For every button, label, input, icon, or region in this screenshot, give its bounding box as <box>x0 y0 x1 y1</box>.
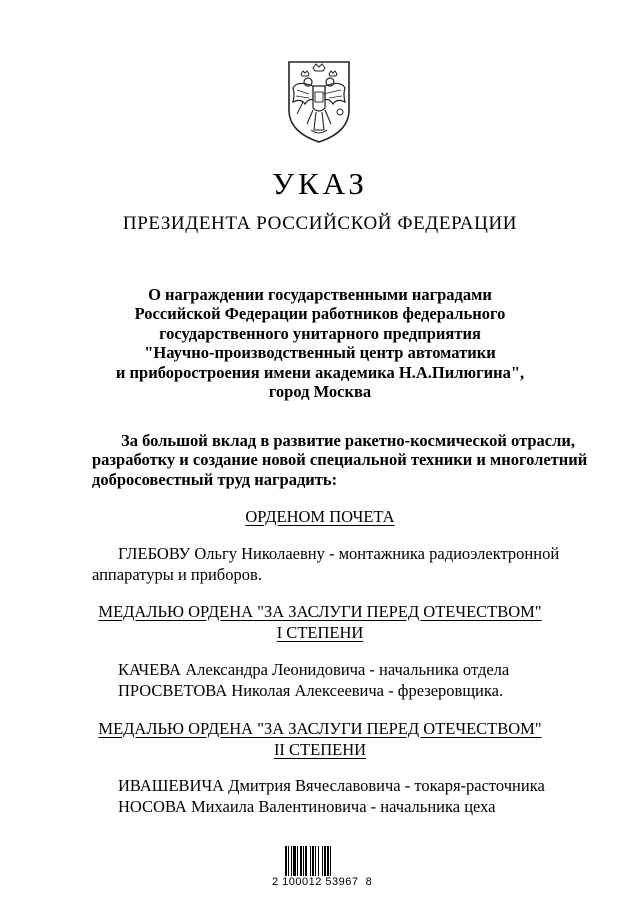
decree-preamble <box>92 431 588 489</box>
barcode-number: 2 100012 53967 8 <box>272 876 373 888</box>
recipient-line: ПРОСВЕТОВА Николая Алексеевича - фрезеровщика. <box>118 680 504 700</box>
award-title-line: ОРДЕНОМ ПОЧЕТА <box>245 507 395 526</box>
recipients-medal-2nd-degree <box>92 776 572 817</box>
heading-line: государственного унитарного предприятия <box>159 323 481 343</box>
award-title-order-of-honour <box>0 506 640 527</box>
recipient-line: КАЧЕВА Александра Леонидовича - начальника отдела <box>118 660 510 679</box>
heading-line: О награждении государственными наградами <box>148 285 492 304</box>
heading-line: "Научно-производственный центр автоматики <box>144 343 496 363</box>
award-title-line: II СТЕПЕНИ <box>273 740 367 759</box>
award-title-line: МЕДАЛЬЮ ОРДЕНА "ЗА ЗАСЛУГИ ПЕРЕД ОТЕЧЕСТВОМ" <box>98 602 542 621</box>
recipient-line: ГЛЕБОВУ Ольгу Николаевну - монтажника радиоэлектронной <box>118 544 560 563</box>
heading-line: и приборостроения имени академика Н.А.Пилюгина", <box>115 362 525 382</box>
preamble-line: добросовестный труд наградить: <box>92 469 338 489</box>
document-title: УКАЗ <box>272 166 368 201</box>
award-title-medal-2nd-degree <box>0 718 640 760</box>
award-title-line: I СТЕПЕНИ <box>276 623 364 642</box>
decree-heading <box>80 285 560 401</box>
award-title-line: МЕДАЛЬЮ ОРДЕНА "ЗА ЗАСЛУГИ ПЕРЕД ОТЕЧЕСТВОМ" <box>98 719 542 738</box>
preamble-line: За большой вклад в развитие ракетно-космической отрасли, <box>121 431 576 450</box>
barcode-icon <box>285 846 349 878</box>
heading-line: город Москва <box>268 382 372 402</box>
coat-of-arms-icon <box>283 58 355 144</box>
award-title-medal-1st-degree <box>0 601 640 643</box>
heading-line: Российской Федерации работников федерального <box>134 304 506 324</box>
document-subtitle: ПРЕЗИДЕНТА РОССИЙСКОЙ ФЕДЕРАЦИИ <box>122 213 518 234</box>
recipients-medal-1st-degree <box>92 660 572 701</box>
recipients-order-of-honour <box>92 544 572 585</box>
recipient-line: ИВАШЕВИЧА Дмитрия Вячеславовича - токаря-расточника <box>118 776 545 795</box>
recipient-line: аппаратуры и приборов. <box>92 564 262 584</box>
recipient-line: НОСОВА Михаила Валентиновича - начальника цеха <box>118 796 496 816</box>
preamble-line: разработку и создание новой специальной техники и многолетний <box>92 450 588 470</box>
